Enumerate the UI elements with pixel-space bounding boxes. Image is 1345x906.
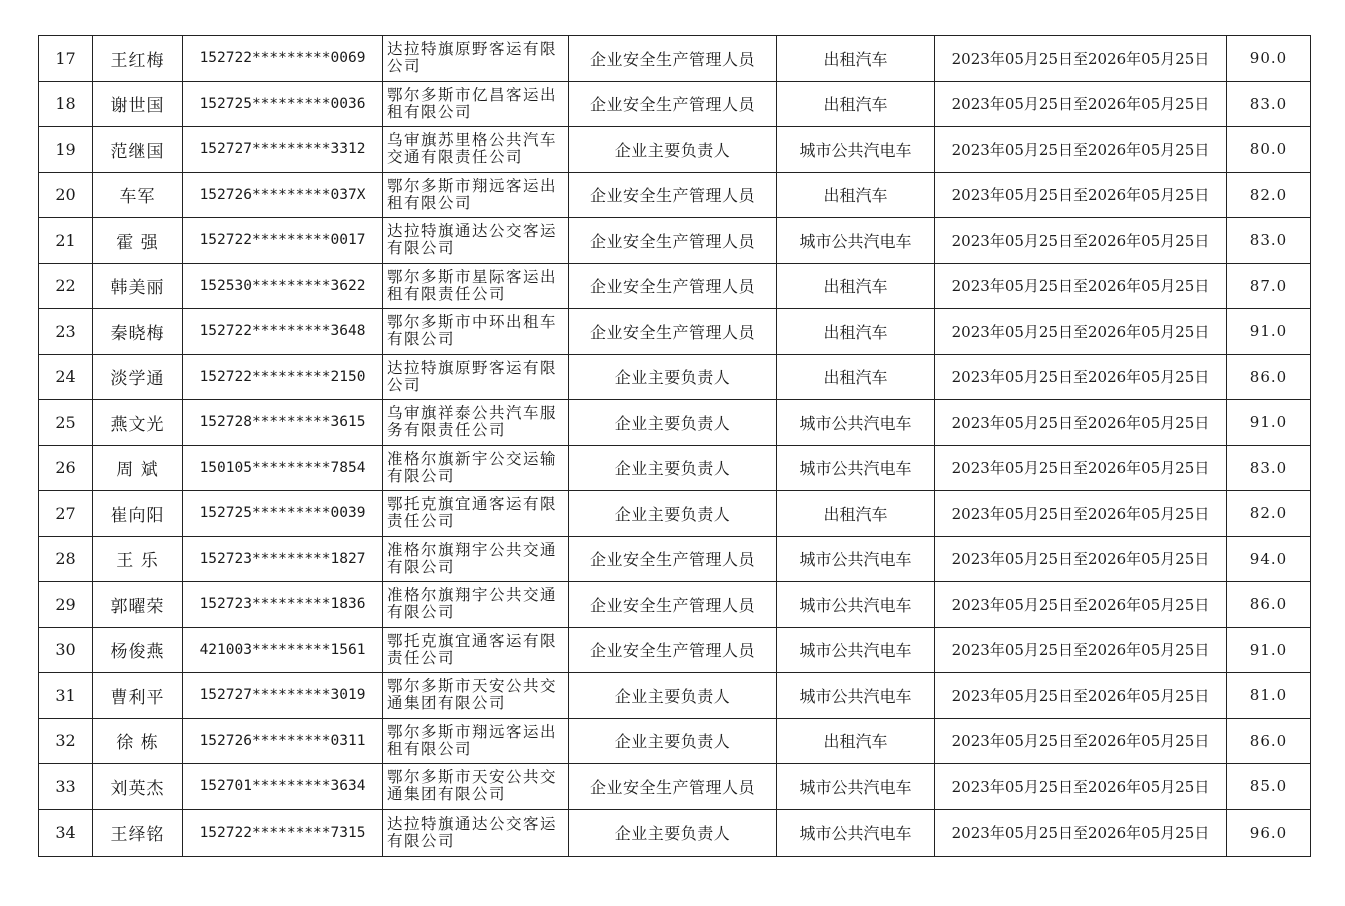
score: 86.0: [1227, 718, 1311, 764]
position-role: 企业安全生产管理人员: [569, 764, 777, 810]
validity-period: 2023年05月25日至2026年05月25日: [935, 36, 1227, 82]
id-number: 152722*********7315: [183, 809, 383, 856]
person-name: 车军: [93, 172, 183, 218]
company-name: 乌审旗苏里格公共汽车交通有限责任公司: [383, 127, 569, 173]
company-name: 鄂尔多斯市天安公共交通集团有限公司: [383, 673, 569, 719]
row-number: 30: [39, 627, 93, 673]
company-name: 鄂尔多斯市天安公共交通集团有限公司: [383, 764, 569, 810]
score: 90.0: [1227, 36, 1311, 82]
business-type: 出租汽车: [777, 354, 935, 400]
business-type: 出租汽车: [777, 172, 935, 218]
person-name: 秦晓梅: [93, 309, 183, 355]
validity-period: 2023年05月25日至2026年05月25日: [935, 218, 1227, 264]
business-type: 城市公共汽电车: [777, 673, 935, 719]
person-name: 王 乐: [93, 536, 183, 582]
score: 96.0: [1227, 809, 1311, 856]
business-type: 城市公共汽电车: [777, 809, 935, 856]
table-row: [39, 627, 1311, 673]
person-name: 范继国: [93, 127, 183, 173]
row-number: 20: [39, 172, 93, 218]
score: 87.0: [1227, 263, 1311, 309]
score: 80.0: [1227, 127, 1311, 173]
company-name: 鄂尔多斯市亿昌客运出租有限公司: [383, 81, 569, 127]
position-role: 企业主要负责人: [569, 400, 777, 446]
position-role: 企业主要负责人: [569, 673, 777, 719]
business-type: 出租汽车: [777, 309, 935, 355]
row-number: 21: [39, 218, 93, 264]
row-number: 23: [39, 309, 93, 355]
score: 85.0: [1227, 764, 1311, 810]
person-name: 杨俊燕: [93, 627, 183, 673]
score: 83.0: [1227, 218, 1311, 264]
position-role: 企业安全生产管理人员: [569, 172, 777, 218]
id-number: 152723*********1836: [183, 582, 383, 628]
score: 82.0: [1227, 491, 1311, 537]
position-role: 企业安全生产管理人员: [569, 81, 777, 127]
position-role: 企业安全生产管理人员: [569, 582, 777, 628]
position-role: 企业主要负责人: [569, 491, 777, 537]
score: 83.0: [1227, 81, 1311, 127]
validity-period: 2023年05月25日至2026年05月25日: [935, 400, 1227, 446]
id-number: 152530*********3622: [183, 263, 383, 309]
position-role: 企业主要负责人: [569, 354, 777, 400]
score: 91.0: [1227, 627, 1311, 673]
position-role: 企业主要负责人: [569, 718, 777, 764]
business-type: 城市公共汽电车: [777, 582, 935, 628]
business-type: 城市公共汽电车: [777, 445, 935, 491]
person-name: 王红梅: [93, 36, 183, 82]
row-number: 22: [39, 263, 93, 309]
table-row: [39, 218, 1311, 264]
person-name: 燕文光: [93, 400, 183, 446]
business-type: 出租汽车: [777, 718, 935, 764]
business-type: 城市公共汽电车: [777, 218, 935, 264]
validity-period: 2023年05月25日至2026年05月25日: [935, 172, 1227, 218]
validity-period: 2023年05月25日至2026年05月25日: [935, 673, 1227, 719]
person-name: 韩美丽: [93, 263, 183, 309]
person-name: 郭曜荣: [93, 582, 183, 628]
validity-period: 2023年05月25日至2026年05月25日: [935, 354, 1227, 400]
validity-period: 2023年05月25日至2026年05月25日: [935, 627, 1227, 673]
position-role: 企业安全生产管理人员: [569, 218, 777, 264]
person-name: 周 斌: [93, 445, 183, 491]
person-name: 刘英杰: [93, 764, 183, 810]
company-name: 乌审旗祥泰公共汽车服务有限责任公司: [383, 400, 569, 446]
table-row: [39, 582, 1311, 628]
business-type: 城市公共汽电车: [777, 536, 935, 582]
row-number: 26: [39, 445, 93, 491]
person-name: 霍 强: [93, 218, 183, 264]
id-number: 152725*********0036: [183, 81, 383, 127]
score: 81.0: [1227, 673, 1311, 719]
company-name: 鄂尔多斯市中环出租车有限公司: [383, 309, 569, 355]
document-sheet: [38, 35, 1310, 857]
table-row: [39, 127, 1311, 173]
company-name: 鄂尔多斯市翔远客运出租有限公司: [383, 172, 569, 218]
person-name: 徐 栋: [93, 718, 183, 764]
company-name: 达拉特旗原野客运有限公司: [383, 36, 569, 82]
validity-period: 2023年05月25日至2026年05月25日: [935, 445, 1227, 491]
table-row: [39, 718, 1311, 764]
score: 91.0: [1227, 400, 1311, 446]
company-name: 达拉特旗通达公交客运有限公司: [383, 218, 569, 264]
business-type: 城市公共汽电车: [777, 400, 935, 446]
position-role: 企业安全生产管理人员: [569, 627, 777, 673]
row-number: 31: [39, 673, 93, 719]
row-number: 25: [39, 400, 93, 446]
id-number: 152722*********2150: [183, 354, 383, 400]
row-number: 32: [39, 718, 93, 764]
position-role: 企业主要负责人: [569, 127, 777, 173]
score: 86.0: [1227, 582, 1311, 628]
table-row: [39, 445, 1311, 491]
id-number: 152723*********1827: [183, 536, 383, 582]
company-name: 准格尔旗新宇公交运输有限公司: [383, 445, 569, 491]
business-type: 城市公共汽电车: [777, 127, 935, 173]
person-name: 王绎铭: [93, 809, 183, 856]
table-row: [39, 673, 1311, 719]
validity-period: 2023年05月25日至2026年05月25日: [935, 127, 1227, 173]
id-number: 152726*********0311: [183, 718, 383, 764]
business-type: 出租汽车: [777, 263, 935, 309]
id-number: 152722*********0069: [183, 36, 383, 82]
table-row: [39, 354, 1311, 400]
id-number: 152727*********3312: [183, 127, 383, 173]
table-row: [39, 36, 1311, 82]
table-row: [39, 809, 1311, 856]
company-name: 鄂尔多斯市星际客运出租有限责任公司: [383, 263, 569, 309]
validity-period: 2023年05月25日至2026年05月25日: [935, 809, 1227, 856]
id-number: 421003*********1561: [183, 627, 383, 673]
position-role: 企业主要负责人: [569, 809, 777, 856]
validity-period: 2023年05月25日至2026年05月25日: [935, 764, 1227, 810]
score: 83.0: [1227, 445, 1311, 491]
company-name: 鄂尔多斯市翔远客运出租有限公司: [383, 718, 569, 764]
score: 91.0: [1227, 309, 1311, 355]
row-number: 28: [39, 536, 93, 582]
id-number: 152728*********3615: [183, 400, 383, 446]
person-name: 谢世国: [93, 81, 183, 127]
table-row: [39, 400, 1311, 446]
business-type: 出租汽车: [777, 36, 935, 82]
table-row: [39, 309, 1311, 355]
table-row: [39, 491, 1311, 537]
business-type: 城市公共汽电车: [777, 627, 935, 673]
position-role: 企业安全生产管理人员: [569, 309, 777, 355]
id-number: 152722*********0017: [183, 218, 383, 264]
row-number: 19: [39, 127, 93, 173]
person-name: 曹利平: [93, 673, 183, 719]
row-number: 18: [39, 81, 93, 127]
validity-period: 2023年05月25日至2026年05月25日: [935, 309, 1227, 355]
validity-period: 2023年05月25日至2026年05月25日: [935, 263, 1227, 309]
company-name: 达拉特旗通达公交客运有限公司: [383, 809, 569, 856]
table-row: [39, 263, 1311, 309]
id-number: 152725*********0039: [183, 491, 383, 537]
table-row: [39, 172, 1311, 218]
business-type: 出租汽车: [777, 491, 935, 537]
personnel-table: [38, 35, 1311, 857]
score: 94.0: [1227, 536, 1311, 582]
row-number: 33: [39, 764, 93, 810]
validity-period: 2023年05月25日至2026年05月25日: [935, 536, 1227, 582]
validity-period: 2023年05月25日至2026年05月25日: [935, 491, 1227, 537]
company-name: 鄂托克旗宜通客运有限责任公司: [383, 491, 569, 537]
row-number: 29: [39, 582, 93, 628]
person-name: 淡学通: [93, 354, 183, 400]
business-type: 城市公共汽电车: [777, 764, 935, 810]
id-number: 152701*********3634: [183, 764, 383, 810]
company-name: 达拉特旗原野客运有限公司: [383, 354, 569, 400]
company-name: 鄂托克旗宜通客运有限责任公司: [383, 627, 569, 673]
row-number: 17: [39, 36, 93, 82]
validity-period: 2023年05月25日至2026年05月25日: [935, 582, 1227, 628]
business-type: 出租汽车: [777, 81, 935, 127]
row-number: 27: [39, 491, 93, 537]
id-number: 152722*********3648: [183, 309, 383, 355]
table-row: [39, 764, 1311, 810]
row-number: 34: [39, 809, 93, 856]
position-role: 企业主要负责人: [569, 445, 777, 491]
person-name: 崔向阳: [93, 491, 183, 537]
company-name: 准格尔旗翔宇公共交通有限公司: [383, 582, 569, 628]
table-body: [39, 36, 1311, 857]
id-number: 150105*********7854: [183, 445, 383, 491]
validity-period: 2023年05月25日至2026年05月25日: [935, 718, 1227, 764]
score: 86.0: [1227, 354, 1311, 400]
row-number: 24: [39, 354, 93, 400]
company-name: 准格尔旗翔宇公共交通有限公司: [383, 536, 569, 582]
position-role: 企业安全生产管理人员: [569, 36, 777, 82]
position-role: 企业安全生产管理人员: [569, 263, 777, 309]
validity-period: 2023年05月25日至2026年05月25日: [935, 81, 1227, 127]
id-number: 152726*********037X: [183, 172, 383, 218]
table-row: [39, 536, 1311, 582]
position-role: 企业安全生产管理人员: [569, 536, 777, 582]
id-number: 152727*********3019: [183, 673, 383, 719]
score: 82.0: [1227, 172, 1311, 218]
table-row: [39, 81, 1311, 127]
